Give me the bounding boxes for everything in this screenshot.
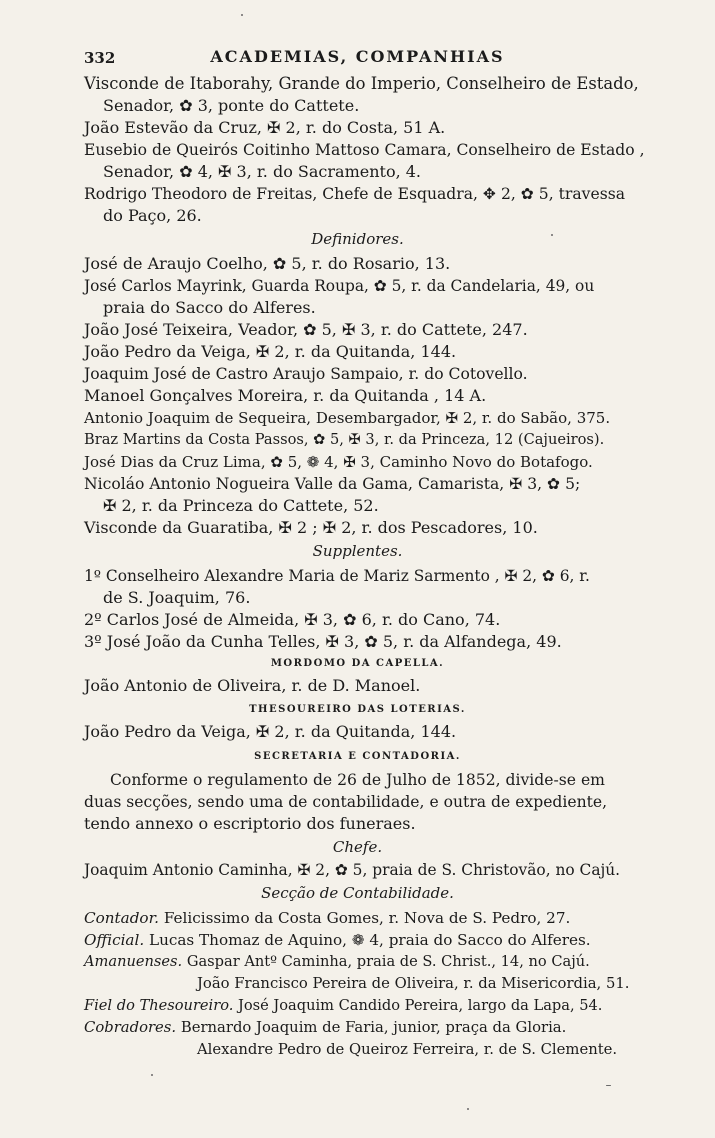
- staff-row: [197, 1040, 617, 1060]
- entry-line: Senador, ✿ 4, ✠ 3, r. do Sacramento, 4.: [103, 162, 422, 181]
- entry-line: Visconde de Itaborahy, Grande do Imperio, Conselheiro de Estado,: [84, 74, 639, 93]
- paragraph-line: tendo annexo o escriptorio dos funeraes.: [84, 814, 416, 833]
- staff-role: Fiel do Thesoureiro.: [84, 997, 234, 1014]
- entry-line: 2º Carlos José de Almeida, ✠ 3, ✿ 6, r. do Cano, 74.: [84, 610, 501, 629]
- entry-line: ✠ 2, r. da Princeza do Cattete, 52.: [103, 496, 379, 515]
- paper-speck: [151, 1074, 153, 1076]
- staff-role: Official.: [84, 931, 145, 949]
- mordomo-heading: MORDOMO DA CAPELLA.: [270, 658, 445, 669]
- chefe-heading: Chefe.: [332, 838, 383, 856]
- staff-role: Cobradores.: [84, 1019, 177, 1036]
- entry-line: Manoel Gonçalves Moreira, r. da Quitanda , 14 A.: [84, 386, 487, 405]
- entry-line: Braz Martins da Costa Passos, ✿ 5, ✠ 3, r. da Princeza, 12 (Cajueiros).: [84, 431, 605, 448]
- paper-speck: [467, 1108, 469, 1110]
- staff-row: [84, 930, 591, 950]
- staff-text: Alexandre Pedro de Queiroz Ferreira, r. de S. Clemente.: [197, 1041, 618, 1058]
- entry-line: do Paço, 26.: [103, 206, 202, 225]
- paragraph-line: duas secções, sendo uma de contabilidade, e outra de expediente,: [84, 793, 608, 811]
- entry-line: José Dias da Cruz Lima, ✿ 5, ❁ 4, ✠ 3, Caminho Novo do Botafogo.: [84, 453, 593, 471]
- paper-speck: [606, 1085, 611, 1086]
- staff-row: [84, 996, 602, 1016]
- entry-line: João Estevão da Cruz, ✠ 2, r. do Costa, 51 A.: [84, 118, 446, 137]
- staff-role: Amanuenses.: [84, 953, 183, 970]
- entry-line: praia do Sacco do Alferes.: [103, 298, 316, 317]
- supplentes-heading: Supplentes.: [312, 542, 403, 560]
- staff-text: João Francisco Pereira de Oliveira, r. da Misericordia, 51.: [197, 975, 630, 992]
- entry-line: Senador, ✿ 3, ponte do Cattete.: [103, 96, 360, 115]
- entry-line: João Pedro da Veiga, ✠ 2, r. da Quitanda, 144.: [84, 342, 457, 361]
- entry-line: Joaquim José de Castro Araujo Sampaio, r. do Cotovello.: [84, 365, 528, 383]
- staff-text: Lucas Thomaz de Aquino, ❁ 4, praia do Sacco do Alferes.: [149, 931, 591, 949]
- entry-line: de S. Joaquim, 76.: [103, 588, 251, 607]
- secretaria-heading: SECRETARIA E CONTADORIA.: [254, 751, 461, 762]
- paper-speck: [551, 234, 553, 236]
- entry-line: Antonio Joaquim de Sequeira, Desembargador, ✠ 2, r. do Sabão, 375.: [84, 409, 611, 427]
- staff-role: Contador.: [84, 909, 159, 927]
- entry-line: Rodrigo Theodoro de Freitas, Chefe de Esquadra, ✥ 2, ✿ 5, travessa: [84, 185, 625, 203]
- entry-line: José Carlos Mayrink, Guarda Roupa, ✿ 5, r. da Candelaria, 49, ou: [84, 277, 595, 295]
- entry-line: Nicoláo Antonio Nogueira Valle da Gama, Camarista, ✠ 3, ✿ 5;: [84, 475, 581, 493]
- entry-line: João Antonio de Oliveira, r. de D. Manoel.: [84, 676, 421, 695]
- entry-line: 3º José João da Cunha Telles, ✠ 3, ✿ 5, r. da Alfandega, 49.: [84, 632, 562, 651]
- contabilidade-heading: Secção de Contabilidade.: [261, 884, 454, 902]
- staff-text: Felicissimo da Costa Gomes, r. Nova de S. Pedro, 27.: [163, 909, 571, 927]
- entry-line: 1º Conselheiro Alexandre Maria de Mariz Sarmento , ✠ 2, ✿ 6, r.: [84, 567, 590, 585]
- staff-row: [84, 1018, 566, 1038]
- staff-text: Bernardo Joaquim de Faria, junior, praça da Gloria.: [180, 1019, 567, 1036]
- staff-row: [84, 908, 570, 928]
- paper-speck: [241, 14, 243, 16]
- thesoureiro-heading: THESOUREIRO DAS LOTERIAS.: [249, 704, 466, 715]
- staff-row: [197, 974, 630, 994]
- entry-line: José de Araujo Coelho, ✿ 5, r. do Rosario, 13.: [84, 254, 451, 273]
- entry-line: João Pedro da Veiga, ✠ 2, r. da Quitanda, 144.: [84, 722, 457, 741]
- staff-text: Gaspar Antº Caminha, praia de S. Christ., 14, no Cajú.: [186, 953, 590, 970]
- definidores-heading: Definidores.: [311, 230, 404, 248]
- page-number: 332: [84, 49, 116, 67]
- staff-row: [84, 952, 590, 972]
- paragraph-line: Conforme o regulamento de 26 de Julho de 1852, divide-se em: [110, 771, 605, 789]
- entry-line: Joaquim Antonio Caminha, ✠ 2, ✿ 5, praia de S. Christovão, no Cajú.: [84, 861, 621, 879]
- entry-line: Visconde da Guaratiba, ✠ 2 ; ✠ 2, r. dos Pescadores, 10.: [84, 518, 538, 537]
- staff-text: José Joaquim Candido Pereira, largo da Lapa, 54.: [238, 997, 603, 1014]
- entry-line: Eusebio de Queirós Coitinho Mattoso Camara, Conselheiro de Estado ,: [84, 141, 645, 159]
- page-title: ACADEMIAS, COMPANHIAS: [210, 47, 505, 66]
- entry-line: João José Teixeira, Veador, ✿ 5, ✠ 3, r. do Cattete, 247.: [84, 320, 528, 339]
